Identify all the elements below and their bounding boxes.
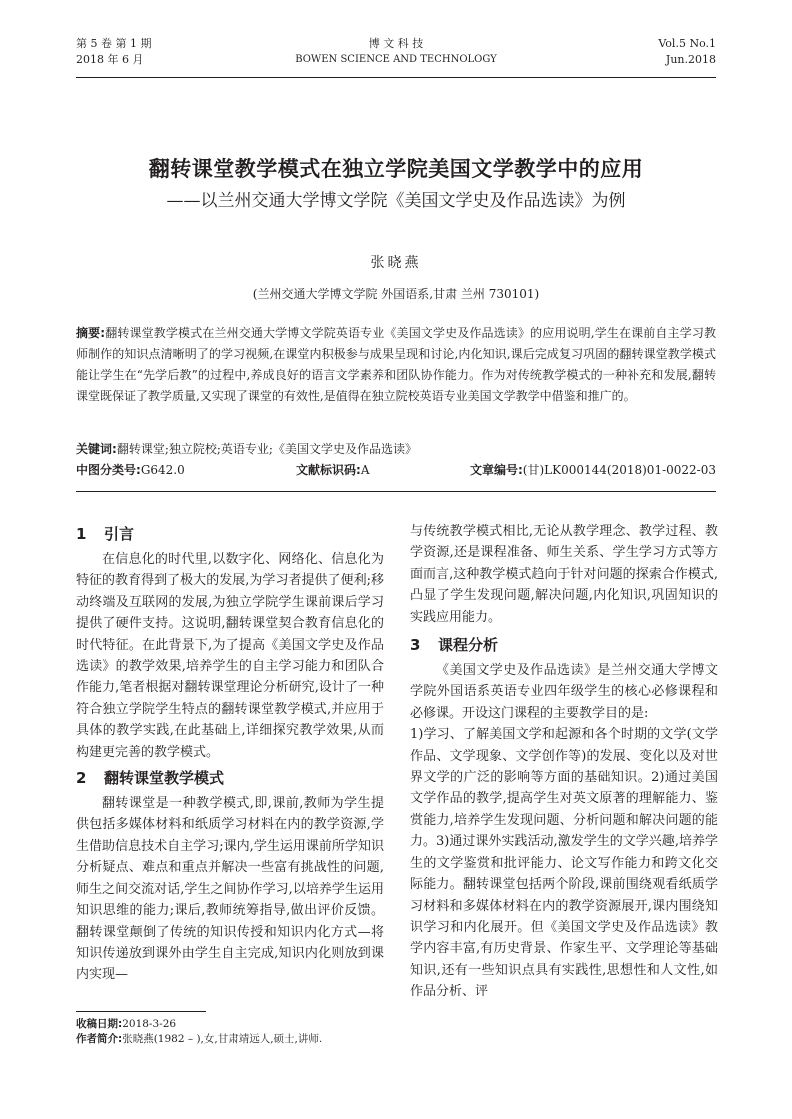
paragraph: 1)学习、了解美国文学和起源和各个时期的文学(文学作品、文学现象、文学创作等)的发展、变化以及对世界文学的广泛的影响等方面的基础知识。2)通过美国文学作品的教学,提高学生对英文原著的理解能力、鉴赏能力,培养学生发现问题、分析问题和解决问题的能力。3)通过课外实践活动,激发学生的文学兴趣,培养学生的文学鉴赏和批评能力、论文写作能力和跨文化交际能力。翻转课堂包括两个阶段,课前围绕观看纸质学习材料和多媒体材料在内的教学资源展开,课内围绕知识学习和内化展开。但《美国文学史及作品选读》教学内容丰富,有历史背景、作家生平、文学理论等基础知识,还有一些知识点具有实践性,思想性和人文性,如作品分析、评	[410, 727, 718, 1000]
abstract-text: 翻转课堂教学模式在兰州交通大学博文学院英语专业《美国文学史及作品选读》的应用说明,学生在课前自主学习教师制作的知识点清晰明了的学习视频,在课堂内积极参与成果呈现和讨论,内化知识,课后完成复习巩固的翻转课堂教学模式能让学生在“先学后教”的过程中,养成良好的语言文学素养和团队协作能力。作为对传统教学模式的一种补充和发展,翻转课堂既保证了教学质量,又实现了课堂的有效性,是值得在独立院校英语专业美国文学教学中借鉴和推广的。	[76, 326, 716, 403]
classification-info	[76, 460, 716, 480]
article-subtitle: ——以兰州交通大学博文学院《美国文学史及作品选读》为例	[166, 191, 626, 211]
footnote-divider	[76, 1011, 206, 1012]
author-bio-value: 张晓燕(1982 – ),女,甘肃靖远人,硕士,讲师.	[122, 1033, 323, 1045]
received-value: 2018-3-26	[122, 1018, 177, 1030]
abstract-divider	[76, 491, 716, 492]
article-title: 翻转课堂教学模式在独立学院美国文学教学中的应用	[148, 156, 644, 181]
author-bio	[76, 1032, 716, 1047]
header-divider	[76, 77, 716, 78]
clc-number	[76, 460, 185, 480]
paragraph: 《美国文学史及作品选读》是兰州交通大学博文学院外国语系英语专业四年级学生的核心必修课程和必修课。开设这门课程的主要教学目的是:	[410, 663, 718, 721]
header-journal-en: BOWEN SCIENCE AND TECHNOLOGY	[295, 54, 497, 65]
header-date-en: Jun.2018	[665, 53, 716, 66]
received-label: 收稿日期:	[76, 1018, 123, 1030]
article-author: 张晓燕	[370, 255, 422, 271]
header-date: 2018 年 6 月	[76, 53, 144, 66]
article-number	[470, 460, 716, 480]
clc-value: G642.0	[140, 463, 185, 477]
right-column	[410, 521, 718, 1003]
keywords	[76, 439, 716, 459]
keywords-text: 翻转课堂;独立院校;英语专业;《美国文学史及作品选读》	[116, 442, 417, 456]
author-bio-label: 作者简介:	[76, 1033, 123, 1045]
doc-code-value: A	[360, 463, 370, 477]
section-number: 1	[76, 525, 87, 543]
keywords-label: 关键词:	[76, 442, 117, 456]
abstract-label: 摘要:	[76, 326, 106, 340]
section-heading	[410, 634, 718, 656]
section-title: 翻转课堂教学模式	[104, 769, 225, 788]
received-date	[76, 1017, 716, 1032]
paragraph: 翻转课堂是一种教学模式,即,课前,教师为学生提供包括多媒体材料和纸质学习材料在内的教学资源,学生借助信息技术自主学习;课内,学生运用课前所学知识分析疑点、难点和重点并解决一些富有挑战性的问题,师生之间交流对话,学生之间协作学习,以培养学生运用知识思维的能力;课后,教师统筹指导,做出评价反馈。翻转课堂颠倒了传统的知识传授和知识内化方式—将知识传递放到课外由学生自主完成,知识内化则放到课内实现—	[76, 796, 384, 983]
section-number: 2	[76, 769, 87, 788]
header-volume-en: Vol.5 No.1	[658, 37, 716, 50]
document-code	[296, 460, 369, 480]
header-issue-info-en	[658, 36, 716, 68]
header-journal-cn: 博 文 科 技	[368, 37, 424, 50]
section-title: 课程分析	[438, 636, 499, 655]
section-heading	[76, 767, 384, 789]
doc-code-label: 文献标识码:	[296, 463, 361, 477]
paragraph: 与传统教学模式相比,无论从教学理念、教学过程、教学资源,还是课程准备、师生关系、学生学习方式等方面而言,这种教学模式趋向于针对问题的探索合作模式,凸显了学生发现问题,解决问题,内化知识,巩固知识的实践应用能力。	[410, 524, 718, 625]
author-affiliation: (兰州交通大学博文学院 外国语系,甘肃 兰州 730101)	[252, 287, 540, 301]
paragraph: 在信息化的时代里,以数字化、网络化、信息化为特征的教育得到了极大的发展,为学习者提供了便利;移动终端及互联网的发展,为独立学院学生课前课后学习提供了硬件支持。这说明,翻转课堂契合教育信息化的时代特征。在此背景下,为了提高《美国文学史及作品选读》的教学效果,培养学生的自主学习能力和团队合作能力,笔者根据对翻转课堂理论分析研究,设计了一种符合独立学院学生特点的翻转课堂教学模式,并应用于具体的教学实践,在此基础上,详细探究教学效果,从而构建更完善的教学模式。	[76, 552, 384, 760]
header-journal-name	[76, 36, 716, 68]
footnote	[76, 1017, 716, 1047]
running-header	[76, 36, 716, 76]
section-heading	[76, 523, 384, 545]
section-number: 3	[410, 636, 421, 655]
article-number-label: 文章编号:	[469, 463, 523, 477]
article-number-value: (甘)LK000144(2018)01-0022-03	[522, 463, 716, 477]
header-volume: 第 5 卷 第 1 期	[76, 37, 152, 50]
abstract	[76, 323, 716, 407]
clc-label: 中图分类号:	[76, 463, 141, 477]
section-title: 引言	[104, 525, 135, 543]
left-column	[76, 521, 384, 986]
